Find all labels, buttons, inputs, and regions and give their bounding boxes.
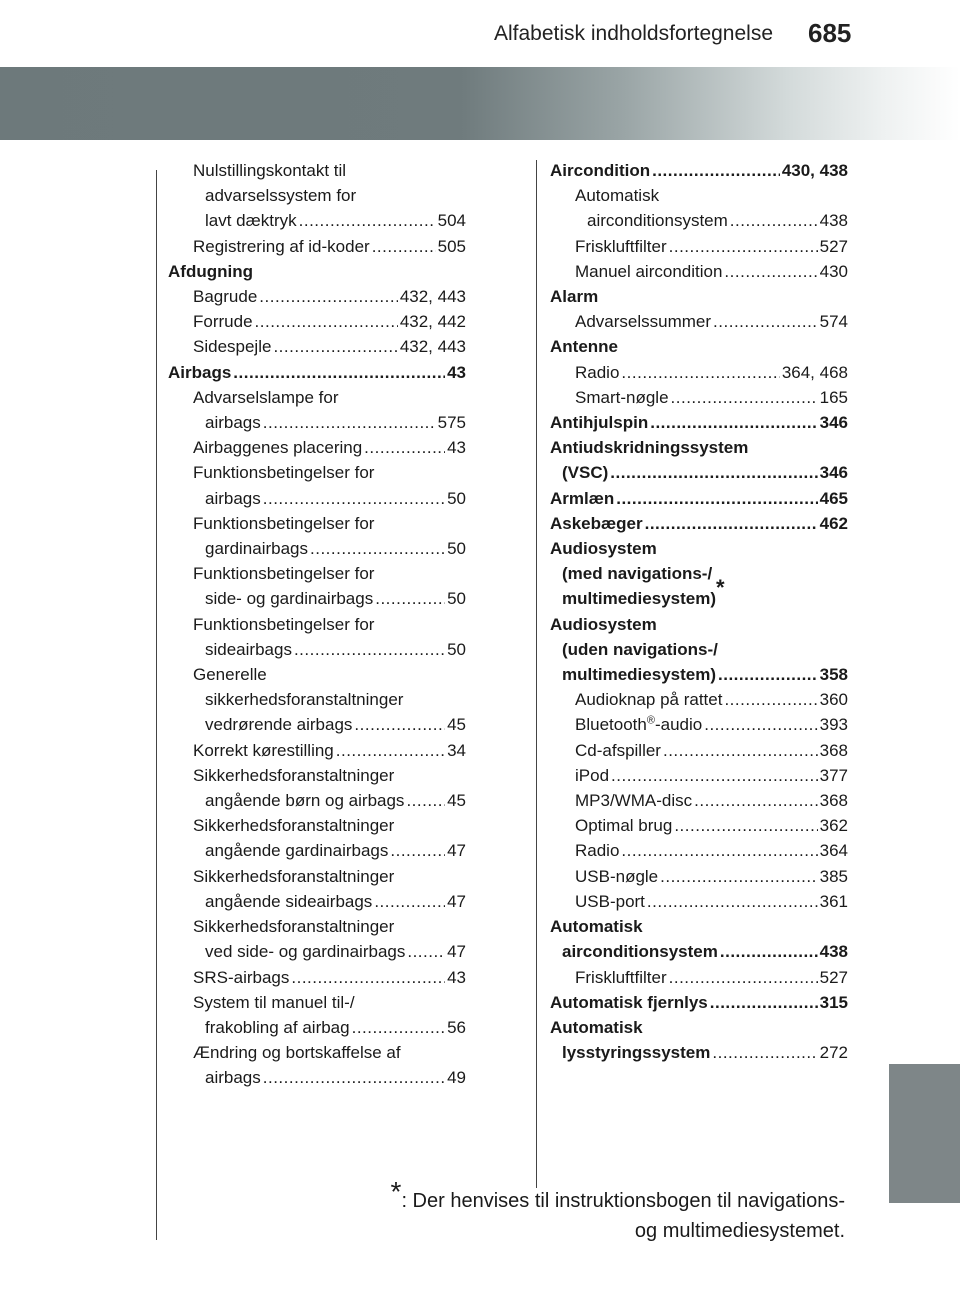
footnote-line-1 (300, 1176, 845, 1216)
entry-page: 361 (819, 891, 848, 911)
leader-dots (718, 662, 818, 687)
entry-label: Forrude (193, 312, 253, 332)
index-heading (550, 460, 848, 485)
index-entry (168, 889, 466, 914)
leader-dots (671, 385, 818, 410)
leader-dots (352, 1015, 445, 1040)
entry-page: 432, 443 (399, 287, 466, 307)
leader-dots (390, 838, 445, 863)
index-heading: Alarm (550, 287, 599, 307)
entry-label: Armlæn (550, 488, 615, 508)
leader-dots (669, 965, 818, 990)
entry-label: multimediesystem) (562, 665, 716, 685)
index-entry (550, 208, 848, 233)
entry-page: 505 (437, 236, 466, 256)
entry-label: Smart-nøgle (575, 387, 669, 407)
leader-dots (610, 460, 817, 485)
entry-label: sideairbags (205, 639, 292, 659)
footnote-line-2: og multimediesystemet. (634, 1220, 845, 1242)
entry-page: 438 (819, 942, 848, 962)
index-entry (550, 763, 848, 788)
entry-page: 432, 442 (399, 312, 466, 332)
leader-dots (263, 410, 436, 435)
index-heading (550, 1040, 848, 1065)
entry-label: Friskluftfilter (575, 236, 667, 256)
entry-label: (VSC) (562, 463, 609, 483)
index-entry: Sikkerhedsforanstaltninger (193, 866, 395, 886)
entry-label-part: Bluetooth (575, 715, 647, 735)
entry-label: gardinairbags (205, 539, 309, 559)
entry-label: angående sideairbags (205, 891, 373, 911)
entry-label: Aircondition (550, 161, 651, 180)
entry-label (575, 712, 702, 737)
page-header-title: Alfabetisk indholdsfortegnelse (494, 22, 774, 45)
index-entry (550, 889, 848, 914)
left-column-rule (156, 170, 157, 1240)
leader-dots (669, 234, 818, 259)
index-entry (168, 234, 466, 259)
index-entry (550, 738, 848, 763)
entry-page: 504 (437, 211, 466, 231)
entry-page: 362 (819, 816, 848, 836)
index-entry (168, 965, 466, 990)
leader-dots (299, 208, 436, 233)
index-entry: Generelle (193, 665, 267, 685)
leader-dots (310, 536, 445, 561)
index-entry (168, 1065, 466, 1090)
entry-label: USB-nøgle (575, 866, 659, 886)
entry-page: 432, 443 (399, 337, 466, 357)
entry-page: 50 (447, 589, 466, 609)
entry-label: ved side- og gardinairbags (205, 942, 406, 962)
entry-label: airbags (205, 413, 261, 433)
index-column-left (168, 158, 466, 1091)
index-entry (550, 813, 848, 838)
entry-page: 50 (447, 488, 466, 508)
index-entry (550, 687, 848, 712)
entry-page: 430 (819, 261, 848, 281)
entry-page: 465 (819, 488, 848, 508)
index-entry: advarselssystem for (205, 186, 357, 206)
entry-page: 34 (447, 740, 466, 760)
leader-dots (704, 712, 817, 737)
entry-label: Automatisk fjernlys (550, 992, 708, 1012)
entry-label: multimediesystem) (562, 589, 716, 609)
index-entry (168, 435, 466, 460)
index-entry (168, 536, 466, 561)
header-gradient-band (0, 67, 960, 140)
index-heading (550, 575, 848, 611)
entry-label: Askebæger (550, 513, 643, 533)
entry-page: 438 (819, 211, 848, 231)
index-entry (168, 712, 466, 737)
entry-label: airconditionsystem (587, 211, 728, 231)
leader-dots (407, 939, 445, 964)
index-heading: Automatisk (550, 1017, 643, 1037)
index-heading (550, 158, 848, 183)
index-heading: (med navigations-/ (562, 564, 713, 584)
leader-dots (724, 259, 817, 284)
index-heading (168, 360, 466, 385)
entry-page: 527 (819, 967, 848, 987)
entry-label: side- og gardinairbags (205, 589, 374, 609)
index-heading (550, 662, 848, 687)
index-entry: Funktionsbetingelser for (193, 513, 375, 533)
leader-dots (621, 360, 779, 385)
page-number: 685 (808, 18, 852, 48)
entry-label: angående børn og airbags (205, 791, 405, 811)
footnote-marker: * (390, 1176, 402, 1207)
index-entry: sikkerhedsforanstaltninger (205, 690, 404, 710)
entry-label-part: -audio (654, 715, 703, 735)
entry-page: 368 (819, 791, 848, 811)
index-entry (550, 788, 848, 813)
footnote-text: : Der henvises til instruktionsbogen til navigations- (401, 1190, 845, 1212)
entry-page: 49 (447, 1068, 466, 1088)
entry-page: 575 (437, 413, 466, 433)
entry-page: 47 (447, 841, 466, 861)
entry-page: 346 (819, 463, 848, 483)
leader-dots (354, 712, 445, 737)
footnote (300, 1176, 845, 1246)
leader-dots (730, 208, 818, 233)
entry-page: 47 (447, 942, 466, 962)
leader-dots (374, 889, 445, 914)
leader-dots (263, 486, 445, 511)
index-entry (550, 838, 848, 863)
entry-page: 50 (447, 539, 466, 559)
entry-page: 45 (447, 715, 466, 735)
entry-page: 574 (819, 312, 848, 332)
leader-dots (291, 965, 445, 990)
index-entry: Funktionsbetingelser for (193, 614, 375, 634)
index-entry (168, 939, 466, 964)
leader-dots (273, 334, 397, 359)
index-entry (550, 864, 848, 889)
leader-dots (674, 813, 817, 838)
entry-page: 393 (819, 715, 848, 735)
index-entry (550, 259, 848, 284)
entry-label: Airbaggenes placering (193, 438, 363, 458)
entry-label: Radio (575, 841, 620, 861)
entry-label: iPod (575, 765, 610, 785)
leader-dots (663, 738, 818, 763)
index-entry: Automatisk (575, 186, 660, 206)
entry-page: 364, 468 (781, 362, 848, 382)
index-entry (550, 309, 848, 334)
index-entry: Sikkerhedsforanstaltninger (193, 765, 395, 785)
entry-label: angående gardinairbags (205, 841, 389, 861)
entry-page: 527 (819, 236, 848, 256)
entry-label: airconditionsystem (562, 942, 718, 962)
entry-label: SRS-airbags (193, 967, 290, 987)
leader-dots (611, 763, 818, 788)
index-entry (168, 410, 466, 435)
leader-dots (710, 990, 818, 1015)
entry-page: 346 (819, 413, 848, 433)
entry-label: airbags (205, 1068, 261, 1088)
leader-dots (364, 435, 445, 460)
entry-label: lysstyringssystem (562, 1043, 711, 1063)
leader-dots (645, 511, 818, 536)
index-entry (168, 838, 466, 863)
index-entry (168, 334, 466, 359)
index-entry: Sikkerhedsforanstaltninger (193, 917, 395, 937)
index-entry (168, 208, 466, 233)
index-heading: (uden navigations-/ (562, 639, 718, 659)
index-heading (550, 990, 848, 1015)
leader-dots (713, 309, 818, 334)
index-heading (550, 410, 848, 435)
index-entry (168, 309, 466, 334)
entry-page: 47 (447, 891, 466, 911)
leader-dots (616, 486, 817, 511)
index-entry (168, 284, 466, 309)
section-tab (889, 1064, 960, 1203)
entry-label: airbags (205, 488, 261, 508)
leader-dots (712, 1040, 817, 1065)
entry-label: Optimal brug (575, 816, 673, 836)
entry-page: 43 (447, 967, 466, 987)
entry-page: 360 (819, 690, 848, 710)
middle-column-rule (536, 160, 537, 1188)
entry-page: 315 (819, 992, 848, 1012)
index-heading: Automatisk (550, 917, 643, 937)
index-entry (168, 738, 466, 763)
leader-dots (621, 838, 817, 863)
entry-label: Korrekt kørestilling (193, 740, 334, 760)
leader-dots (259, 284, 398, 309)
entry-page: 45 (447, 791, 466, 811)
entry-page: 358 (819, 665, 848, 685)
leader-dots (694, 788, 818, 813)
index-entry (168, 1015, 466, 1040)
entry-label: lavt dæktryk (205, 211, 297, 231)
entry-label: Radio (575, 362, 620, 382)
entry-label: Audioknap på rattet (575, 690, 723, 710)
entry-label: Cd-afspiller (575, 740, 661, 760)
index-entry (550, 385, 848, 410)
leader-dots (255, 309, 398, 334)
index-entry: Ændring og bortskaffelse af (193, 1043, 401, 1063)
entry-label: Bagrude (193, 287, 258, 307)
entry-page: 165 (819, 387, 848, 407)
index-entry: Advarselslampe for (193, 387, 339, 407)
entry-page: 43 (447, 362, 466, 382)
index-entry (168, 637, 466, 662)
index-entry (550, 234, 848, 259)
index-entry: System til manuel til-/ (193, 992, 355, 1012)
index-entry (168, 586, 466, 611)
entry-page: 364 (819, 841, 848, 861)
entry-page: 377 (819, 765, 848, 785)
entry-label: Advarselssummer (575, 312, 712, 332)
entry-label: frakobling af airbag (205, 1017, 350, 1037)
index-entry: Funktionsbetingelser for (193, 463, 375, 483)
entry-label: Antihjulspin (550, 413, 649, 433)
entry-page: 43 (447, 438, 466, 458)
leader-dots (263, 1065, 445, 1090)
entry-label: vedrørende airbags (205, 715, 353, 735)
leader-dots (233, 360, 445, 385)
entry-label: Manuel aircondition (575, 261, 723, 281)
leader-dots (647, 889, 818, 914)
leader-dots (406, 788, 445, 813)
leader-dots (652, 158, 780, 183)
index-entry (550, 360, 848, 385)
index-entry (550, 965, 848, 990)
footnote-marker: * (716, 575, 725, 601)
leader-dots (294, 637, 445, 662)
index-entry: Funktionsbetingelser for (193, 564, 375, 584)
leader-dots (336, 738, 445, 763)
index-heading (550, 511, 848, 536)
entry-label: Airbags (168, 362, 232, 382)
index-heading: Audiosystem (550, 614, 657, 634)
entry-label: Sidespejle (193, 337, 272, 357)
index-heading: Afdugning (168, 261, 253, 281)
index-heading: Antenne (550, 337, 618, 357)
index-heading (550, 939, 848, 964)
leader-dots (724, 687, 817, 712)
leader-dots (375, 586, 445, 611)
index-entry (168, 788, 466, 813)
entry-page: 368 (819, 740, 848, 760)
index-heading (550, 486, 848, 511)
registered-mark: ® (646, 714, 655, 727)
index-entry: Sikkerhedsforanstaltninger (193, 816, 395, 836)
index-entry: Nulstillingskontakt til (193, 161, 347, 180)
index-heading: Audiosystem (550, 539, 657, 559)
entry-label: Friskluftfilter (575, 967, 667, 987)
entry-label: Registrering af id-koder (193, 236, 370, 256)
leader-dots (660, 864, 817, 889)
entry-label: MP3/WMA-disc (575, 791, 693, 811)
entry-page: 272 (819, 1043, 848, 1063)
leader-dots (650, 410, 817, 435)
entry-page: 50 (447, 639, 466, 659)
index-heading: Antiudskridningssystem (550, 438, 749, 458)
entry-page: 385 (819, 866, 848, 886)
entry-page: 430, 438 (781, 161, 848, 180)
entry-page: 462 (819, 513, 848, 533)
entry-page: 56 (447, 1017, 466, 1037)
index-column-right (550, 158, 848, 1065)
index-entry (550, 712, 848, 737)
leader-dots (372, 234, 436, 259)
entry-label: USB-port (575, 891, 645, 911)
index-entry (168, 486, 466, 511)
leader-dots (720, 939, 818, 964)
